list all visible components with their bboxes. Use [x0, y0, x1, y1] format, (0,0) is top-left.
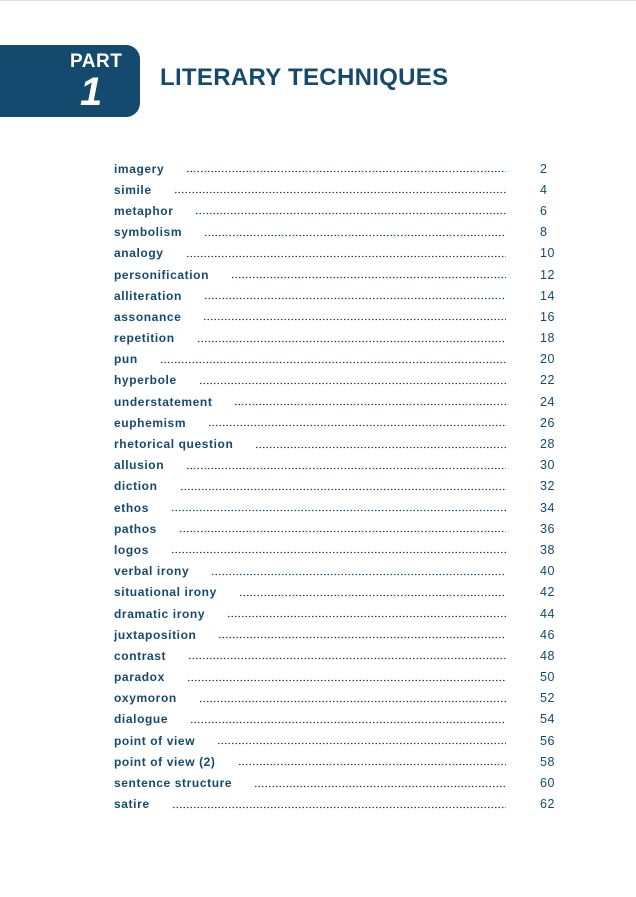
- toc-entry[interactable]: [114, 751, 554, 772]
- part-number: 1: [80, 70, 103, 114]
- toc-entry[interactable]: [114, 624, 554, 645]
- dot-leader: [186, 255, 506, 258]
- toc-entry-page: 10: [540, 246, 555, 261]
- toc-entry[interactable]: [114, 179, 554, 200]
- part-tab: [0, 45, 140, 117]
- dot-leader: [199, 382, 506, 385]
- toc-entry-label: sentence structure: [114, 776, 233, 791]
- toc-entry-label: personification: [114, 267, 210, 282]
- dot-leader: [180, 488, 506, 491]
- toc-entry-page: 50: [540, 670, 555, 685]
- toc-entry[interactable]: [114, 391, 554, 412]
- toc-entry-label: pun: [114, 352, 138, 367]
- toc-entry-label: oxymoron: [114, 691, 177, 706]
- dot-leader: [204, 297, 506, 300]
- toc-entry-label: hyperbole: [114, 373, 177, 388]
- toc-entry[interactable]: [114, 539, 554, 560]
- dot-leader: [208, 424, 506, 427]
- toc-entry-label: euphemism: [114, 415, 187, 430]
- toc-entry-page: 16: [540, 309, 555, 324]
- toc-entry-page: 52: [540, 691, 555, 706]
- toc-entry-page: 32: [540, 479, 555, 494]
- toc-entry-page: 38: [540, 542, 555, 557]
- toc-entry-page: 56: [540, 733, 555, 748]
- dot-leader: [171, 551, 506, 554]
- dot-leader: [211, 573, 506, 576]
- toc-entry-page: 34: [540, 500, 555, 515]
- toc-entry-label: diction: [114, 479, 158, 494]
- dot-leader: [174, 191, 506, 194]
- toc-entry-label: situational irony: [114, 585, 217, 600]
- toc-entry-label: assonance: [114, 309, 182, 324]
- toc-entry-label: logos: [114, 542, 149, 557]
- toc-entry-page: 44: [540, 606, 555, 621]
- dot-leader: [227, 615, 506, 618]
- page-title: LITERARY TECHNIQUES: [160, 64, 449, 91]
- toc-entry[interactable]: [114, 349, 554, 370]
- dot-leader: [203, 318, 506, 321]
- toc-entry[interactable]: [114, 709, 554, 730]
- toc-entry[interactable]: [114, 158, 554, 179]
- toc-entry-page: 4: [540, 182, 548, 197]
- toc-entry-label: repetition: [114, 331, 175, 346]
- toc-entry[interactable]: [114, 688, 554, 709]
- toc-entry-label: verbal irony: [114, 564, 190, 579]
- dot-leader: [255, 446, 506, 449]
- toc-entry-page: 62: [540, 797, 555, 812]
- toc-entry[interactable]: [114, 476, 554, 497]
- toc-entry-label: juxtaposition: [114, 627, 197, 642]
- dot-leader: [172, 806, 506, 809]
- dot-leader: [186, 170, 506, 173]
- toc-entry[interactable]: [114, 455, 554, 476]
- dot-leader: [231, 276, 506, 279]
- toc-entry-page: 24: [540, 394, 555, 409]
- dot-leader: [190, 721, 506, 724]
- dot-leader: [197, 340, 506, 343]
- toc-entry[interactable]: [114, 433, 554, 454]
- toc-entry[interactable]: [114, 328, 554, 349]
- toc-entry[interactable]: [114, 222, 554, 243]
- toc-entry-label: point of view: [114, 733, 196, 748]
- top-divider: [0, 0, 636, 1]
- toc-entry-label: analogy: [114, 246, 164, 261]
- toc-entry-label: symbolism: [114, 225, 183, 240]
- toc-entry-label: understatement: [114, 394, 213, 409]
- toc-entry[interactable]: [114, 603, 554, 624]
- toc-entry-page: 42: [540, 585, 555, 600]
- toc-entry-label: paradox: [114, 670, 165, 685]
- toc-entry[interactable]: [114, 285, 554, 306]
- toc-entry[interactable]: [114, 561, 554, 582]
- dot-leader: [195, 212, 506, 215]
- toc-entry-label: contrast: [114, 648, 167, 663]
- toc-entry-label: allusion: [114, 458, 165, 473]
- dot-leader: [186, 467, 506, 470]
- toc-entry-label: point of view (2): [114, 754, 216, 769]
- toc-entry-label: imagery: [114, 161, 165, 176]
- toc-entry-label: simile: [114, 182, 152, 197]
- toc-entry[interactable]: [114, 667, 554, 688]
- toc-entry-page: 58: [540, 754, 555, 769]
- toc-entry-label: metaphor: [114, 203, 174, 218]
- dot-leader: [218, 636, 506, 639]
- toc-entry-label: pathos: [114, 521, 157, 536]
- dot-leader: [179, 530, 506, 533]
- toc-entry-page: 46: [540, 627, 555, 642]
- toc-entry[interactable]: [114, 730, 554, 751]
- toc-entry-page: 12: [540, 267, 555, 282]
- toc-entry-page: 36: [540, 521, 555, 536]
- toc-entry-label: ethos: [114, 500, 150, 515]
- dot-leader: [187, 679, 506, 682]
- toc-entry-page: 60: [540, 776, 555, 791]
- toc-entry-label: dramatic irony: [114, 606, 206, 621]
- toc-entry[interactable]: [114, 518, 554, 539]
- toc-entry-page: 48: [540, 648, 555, 663]
- toc-entry[interactable]: [114, 582, 554, 603]
- table-of-contents: [114, 158, 554, 815]
- dot-leader: [239, 594, 506, 597]
- toc-entry-page: 22: [540, 373, 555, 388]
- toc-entry-page: 14: [540, 288, 555, 303]
- toc-entry[interactable]: [114, 412, 554, 433]
- toc-entry[interactable]: [114, 497, 554, 518]
- toc-entry[interactable]: [114, 200, 554, 221]
- toc-entry-page: 26: [540, 415, 555, 430]
- toc-entry[interactable]: [114, 264, 554, 285]
- toc-entry[interactable]: [114, 243, 554, 264]
- toc-entry[interactable]: [114, 370, 554, 391]
- toc-entry[interactable]: [114, 794, 554, 815]
- toc-entry[interactable]: [114, 645, 554, 666]
- toc-entry-label: satire: [114, 797, 150, 812]
- toc-entry-page: 2: [540, 161, 548, 176]
- toc-entry-page: 40: [540, 564, 555, 579]
- toc-entry-page: 6: [540, 203, 548, 218]
- dot-leader: [204, 234, 506, 237]
- toc-entry-page: 8: [540, 225, 548, 240]
- dot-leader: [234, 403, 506, 406]
- toc-entry-label: dialogue: [114, 712, 169, 727]
- dot-leader: [160, 361, 506, 364]
- part-label: PART: [70, 51, 123, 72]
- toc-entry-label: rhetorical question: [114, 437, 234, 452]
- dot-leader: [217, 742, 506, 745]
- dot-leader: [171, 509, 506, 512]
- toc-entry[interactable]: [114, 306, 554, 327]
- toc-entry-page: 28: [540, 437, 555, 452]
- dot-leader: [199, 700, 506, 703]
- dot-leader: [238, 763, 506, 766]
- dot-leader: [254, 785, 506, 788]
- dot-leader: [188, 657, 506, 660]
- toc-entry-page: 20: [540, 352, 555, 367]
- toc-entry-page: 18: [540, 331, 555, 346]
- toc-entry-label: alliteration: [114, 288, 182, 303]
- toc-entry[interactable]: [114, 772, 554, 793]
- toc-entry-page: 54: [540, 712, 555, 727]
- toc-entry-page: 30: [540, 458, 555, 473]
